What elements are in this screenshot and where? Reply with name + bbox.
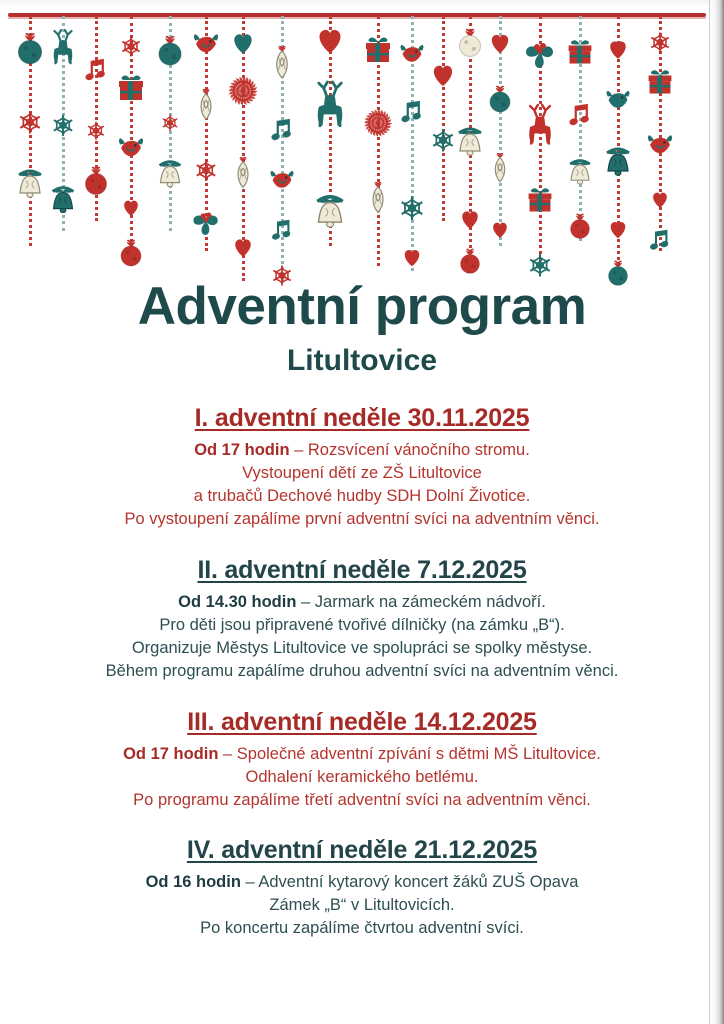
- section-line: Po programu zapálíme třetí adventní svíci na adventním věnci.: [133, 791, 591, 809]
- bell-icon: [157, 159, 184, 192]
- bauble-icon: [15, 33, 44, 70]
- page-subtitle: Litultovice: [286, 344, 437, 377]
- bauble-icon: [568, 214, 592, 244]
- snowflake-icon: [649, 31, 671, 57]
- snowflake-icon: [194, 158, 218, 186]
- page-title: Adventní program: [137, 277, 587, 336]
- section-advent-3: [0, 708, 724, 812]
- note-icon: [271, 118, 293, 146]
- heart-icon: [315, 26, 345, 62]
- section-line: Od 14.30 hodin – Jarmark na zámeckém nádvoří.: [178, 593, 546, 611]
- section-line: Během programu zapálíme druhou adventní svíci na adventním věnci.: [105, 662, 619, 680]
- snowflake-icon: [161, 114, 179, 136]
- bell-icon: [314, 193, 346, 233]
- garland-string: [442, 16, 448, 221]
- bauble-icon: [156, 36, 184, 71]
- gift-icon: [364, 36, 392, 69]
- gift-icon: [567, 39, 594, 70]
- section-line: Od 17 hodin – Rozsvícení vánočního stromu.: [194, 441, 530, 459]
- section-line-time: Od 17 hodin: [194, 441, 290, 459]
- section-line: a trubačů Dechové hudby SDH Dolní Životice.: [193, 487, 531, 505]
- snowflake-icon: [399, 195, 426, 226]
- snowflake-icon: [86, 121, 106, 145]
- section-advent-4: [0, 836, 724, 940]
- heart-icon: [430, 62, 456, 93]
- section-line: Po koncertu zapálíme čtvrtou adventní svíci.: [200, 919, 524, 937]
- note-icon: [272, 219, 293, 245]
- rosette-icon: [363, 108, 393, 143]
- scan-edge-right: [710, 0, 724, 1024]
- note-icon: [650, 229, 671, 255]
- section-line: Organizuje Městys Litultovice ve spolupráci se spolky městyse.: [131, 639, 593, 657]
- ornament-garland: [0, 0, 724, 280]
- section-line-time: Od 14.30 hodin: [178, 593, 297, 611]
- deer-icon: [46, 29, 80, 70]
- section-line: Zámek „B“ v Litultovicích.: [269, 896, 455, 914]
- note-icon: [85, 58, 107, 86]
- section-body: [0, 871, 724, 940]
- bauble-icon: [118, 240, 143, 272]
- bell-icon: [16, 168, 44, 203]
- note-icon: [569, 103, 591, 131]
- snowflake-icon: [430, 128, 455, 158]
- section-line: Od 17 hodin – Společné adventní zpívání s dětmi MŠ Litultovice.: [123, 745, 601, 763]
- bauble-icon: [487, 86, 512, 118]
- bell-icon: [567, 158, 592, 190]
- bauble-icon: [83, 167, 110, 200]
- heart-icon: [488, 32, 511, 60]
- bird-icon: [193, 31, 220, 57]
- section-line-time: Od 17 hodin: [123, 745, 219, 763]
- bird-icon: [647, 132, 674, 158]
- section-body: [0, 743, 724, 812]
- section-line: Po vystoupení zapálíme první adventní svíci na adventním věnci.: [124, 510, 600, 528]
- holly-icon: [524, 40, 556, 75]
- note-icon: [401, 100, 423, 128]
- gift-icon: [117, 74, 145, 107]
- deer-icon: [520, 104, 560, 151]
- section-heading: III. adventní neděle 14.12.2025: [187, 708, 537, 736]
- ornament-icon: [490, 153, 510, 188]
- section-line: Vystoupení dětí ze ZŠ Litultovice: [242, 464, 482, 482]
- section-line: Pro děti jsou připravené tvořivé dílničky (na zámku „B“).: [159, 616, 565, 634]
- ornament-icon: [196, 89, 217, 126]
- ornament-icon: [368, 182, 389, 219]
- heart-icon: [402, 247, 423, 272]
- bell-icon: [604, 146, 632, 181]
- gift-icon: [647, 69, 674, 100]
- section-heading: II. adventní neděle 7.12.2025: [197, 556, 527, 584]
- section-heading: IV. adventní neděle 21.12.2025: [186, 836, 538, 864]
- section-heading: I. adventní neděle 30.11.2025: [194, 404, 530, 432]
- heart-icon: [231, 31, 256, 60]
- garland-rail-shadow: [8, 17, 706, 19]
- heart-icon: [232, 236, 254, 262]
- section-body: [0, 591, 724, 683]
- snowflake-icon: [120, 35, 142, 61]
- section-line: Odhalení keramického betlému.: [245, 768, 479, 786]
- bird-icon: [118, 135, 145, 161]
- holly-icon: [192, 210, 221, 242]
- gift-icon: [527, 187, 554, 218]
- heart-icon: [608, 219, 629, 244]
- bird-icon: [399, 42, 425, 67]
- rosette-icon: [227, 75, 259, 112]
- deer-icon: [308, 81, 353, 135]
- heart-icon: [121, 198, 141, 221]
- ornament-icon: [233, 157, 254, 194]
- bauble-icon: [458, 249, 482, 279]
- ornament-icon: [271, 46, 293, 85]
- bird-icon: [605, 88, 631, 113]
- section-body: [0, 439, 724, 531]
- section-advent-1: [0, 404, 724, 531]
- section-line-time: Od 16 hodin: [145, 873, 241, 891]
- bell-icon: [50, 185, 77, 218]
- bauble-icon: [457, 29, 484, 62]
- bird-icon: [269, 168, 295, 193]
- heart-icon: [607, 38, 629, 64]
- heart-icon: [490, 220, 510, 243]
- heart-icon: [459, 208, 481, 234]
- section-advent-2: [0, 556, 724, 683]
- section-line: Od 16 hodin – Adventní kytarový koncert žáků ZUŠ Opava: [145, 873, 579, 891]
- snowflake-icon: [51, 113, 75, 141]
- heart-icon: [650, 190, 670, 213]
- snowflake-icon: [17, 110, 42, 140]
- bell-icon: [456, 126, 484, 161]
